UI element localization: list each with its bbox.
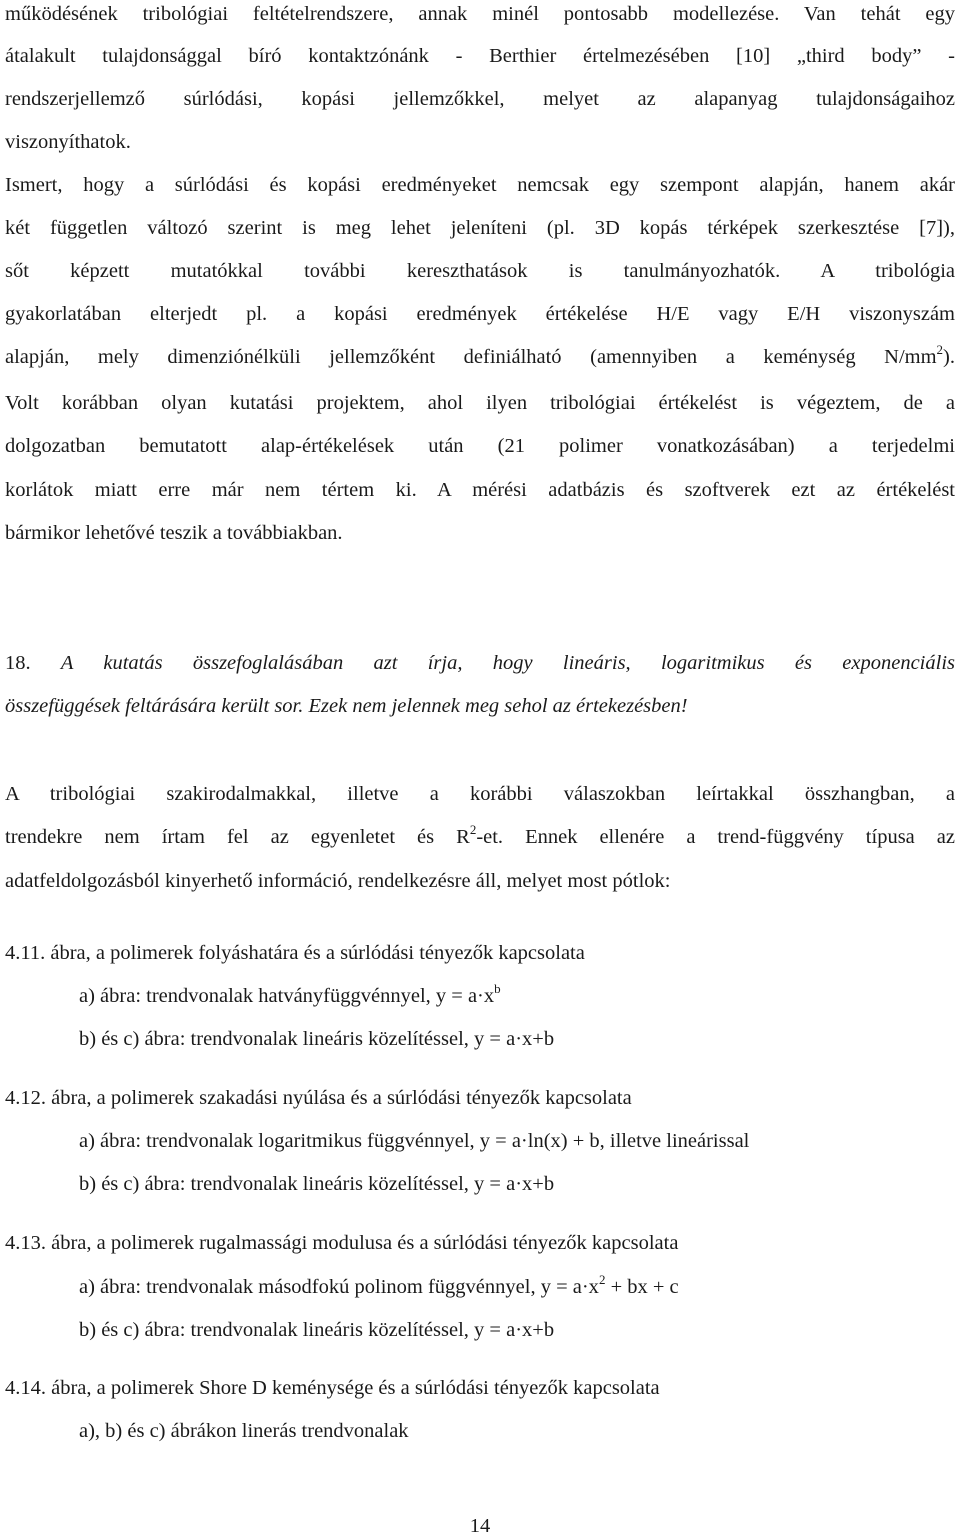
text-run: -et. Ennek ellenére a trend-függvény típusa az — [476, 826, 955, 848]
paragraph-line: korlátok miatt erre már nem tértem ki. A mérési adatbázis és szoftverek ezt az értékelést — [5, 479, 955, 501]
paragraph-line: bármikor lehetővé teszik a továbbiakban. — [5, 522, 343, 544]
superscript: b — [494, 981, 501, 996]
figure-caption-4-13: 4.13. ábra, a polimerek rugalmassági modulusa és a súrlódási tényezők kapcsolata — [5, 1232, 679, 1254]
figure-item-line: b) és c) ábra: trendvonalak lineáris közelítéssel, y = a·x+b — [79, 1173, 555, 1195]
paragraph-line: Volt korábban olyan kutatási projektem, ahol ilyen tribológiai értékelést is végeztem, de a — [5, 392, 955, 414]
figure-caption-4-11: 4.11. ábra, a polimerek folyáshatára és a súrlódási tényezők kapcsolata — [5, 942, 585, 964]
text-run: alapján, mely dimenziónélküli jellemzőként definiálható (amennyiben a keménység N/mm — [5, 346, 937, 368]
figure-item-line: b) és c) ábra: trendvonalak lineáris közelítéssel, y = a·x+b — [79, 1319, 555, 1341]
paragraph-line: rendszerjellemző súrlódási, kopási jellemzőkkel, melyet az alapanyag tulajdonságaihoz — [5, 88, 955, 110]
paragraph-line: viszonyíthatok. — [5, 131, 131, 153]
figure-caption-4-14: 4.14. ábra, a polimerek Shore D keménysége és a súrlódási tényezők kapcsolata — [5, 1377, 660, 1399]
figure-caption-4-12: 4.12. ábra, a polimerek szakadási nyúlása és a súrlódási tényezők kapcsolata — [5, 1087, 632, 1109]
answer-line: adatfeldolgozásból kinyerhető információ, rendelkezésre áll, melyet most pótlok: — [5, 870, 671, 892]
figure-item-line: b) és c) ábra: trendvonalak lineáris közelítéssel, y = a·x+b — [79, 1028, 555, 1050]
paragraph-line: átalakult tulajdonsággal bíró kontaktzónánk - Berthier értelmezésében [10] „third body” - — [5, 45, 955, 67]
text-run: + bx + c — [605, 1276, 679, 1298]
page-number: 14 — [469, 1515, 491, 1537]
superscript: 2 — [469, 822, 477, 837]
paragraph-line: dolgozatban bemutatott alap-értékelések után (21 polimer vonatkozásában) a terjedelmi — [5, 435, 955, 457]
answer-line: A tribológiai szakirodalmakkal, illetve a korábbi válaszokban leírtakkal összhangban, a — [5, 783, 955, 805]
text-run: ). — [943, 346, 955, 368]
figure-item-line — [79, 982, 949, 1010]
paragraph-line-with-superscript — [5, 343, 955, 371]
superscript: 2 — [936, 342, 944, 357]
superscript: 2 — [598, 1272, 606, 1287]
text-run: trendekre nem írtam fel az egyenletet és R — [5, 826, 470, 848]
answer-line-with-superscript — [5, 823, 955, 851]
figure-item-line: a) ábra: trendvonalak logaritmikus függvénnyel, y = a·ln(x) + b, illetve lineárissal — [79, 1130, 750, 1152]
figure-item-line — [79, 1273, 949, 1301]
paragraph-line: két független változó szerint is meg lehet jeleníteni (pl. 3D kopás térképek szerkesztése [7]), — [5, 217, 955, 239]
question-line — [5, 649, 955, 677]
paragraph-line: sőt képzett mutatókkal további kereszthatások is tanulmányozhatók. A tribológia — [5, 260, 955, 282]
question-number: 18. — [5, 652, 31, 674]
figure-item-line: a), b) és c) ábrákon linerás trendvonalak — [79, 1420, 409, 1442]
paragraph-line: Ismert, hogy a súrlódási és kopási eredményeket nemcsak egy szempont alapján, hanem akár — [5, 174, 955, 196]
text-run: a) ábra: trendvonalak másodfokú polinom függvénnyel, y = a·x — [79, 1276, 599, 1298]
question-line: összefüggések feltárására került sor. Ezek nem jelennek meg sehol az értekezésben! — [5, 695, 688, 717]
paragraph-line: gyakorlatában elterjedt pl. a kopási eredmények értékelése H/E vagy E/H viszonyszám — [5, 303, 955, 325]
paragraph-line: működésének tribológiai feltételrendszere, annak minél pontosabb modellezése. Van tehát egy — [5, 3, 955, 25]
text-run: a) ábra: trendvonalak hatványfüggvénnyel, y = a·x — [79, 985, 495, 1007]
question-text: A kutatás összefoglalásában azt írja, hogy lineáris, logaritmikus és exponenciális — [60, 652, 955, 674]
